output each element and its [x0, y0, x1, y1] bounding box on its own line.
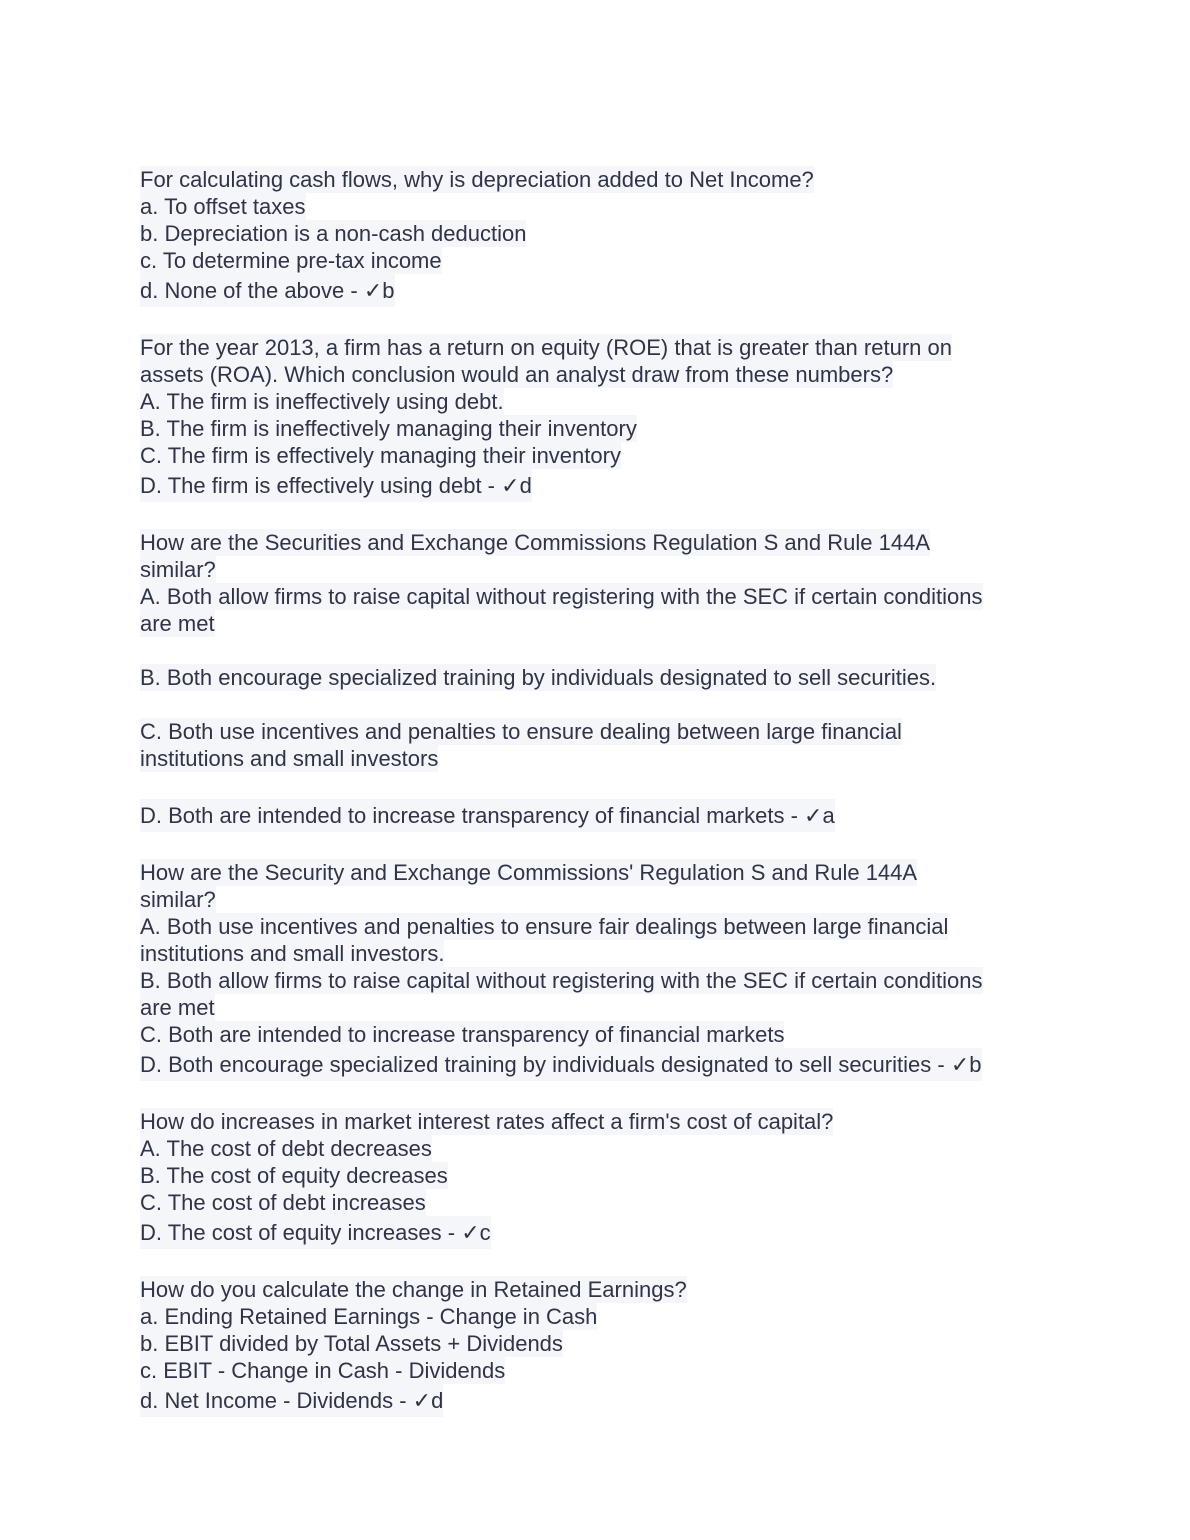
option-a-line-2: are met — [140, 611, 215, 636]
option-b: B. Both encourage specialized training by individuals designated to sell securities. — [140, 665, 937, 690]
option-d: D. Both encourage specialized training by individuals designated to sell securities - — [140, 1052, 945, 1077]
answer-letter: d — [519, 473, 532, 498]
option-d: D. The firm is effectively using debt - — [140, 473, 495, 498]
option-a-line-1: A. Both allow firms to raise capital without registering with the SEC if certain conditions — [140, 584, 983, 609]
option-d: d. Net Income - Dividends - — [140, 1388, 407, 1413]
option-b: b. Depreciation is a non-cash deduction — [140, 221, 527, 246]
question-text-line-2: assets (ROA). Which conclusion would an analyst draw from these numbers? — [140, 362, 894, 387]
option-c-line-1: C. Both use incentives and penalties to ensure dealing between large financial — [140, 719, 902, 744]
question-block-5 — [140, 1108, 1050, 1249]
answer-letter: b — [382, 278, 395, 303]
option-b: b. EBIT divided by Total Assets + Dividends — [140, 1331, 563, 1356]
spacer — [140, 772, 1050, 799]
check-mark-icon: ✓ — [461, 1221, 480, 1246]
option-c: C. Both are intended to increase transparency of financial markets — [140, 1022, 785, 1047]
answer-letter: a — [822, 803, 835, 828]
option-b: B. The cost of equity decreases — [140, 1163, 448, 1188]
answer-letter: c — [479, 1220, 491, 1245]
option-a-line-2: institutions and small investors. — [140, 941, 445, 966]
option-c: C. The cost of debt increases — [140, 1190, 426, 1215]
option-a: a. Ending Retained Earnings - Change in Cash — [140, 1304, 598, 1329]
spacer — [140, 637, 1050, 664]
answer-letter: b — [969, 1052, 982, 1077]
option-d-with-answer — [140, 1216, 491, 1249]
question-text: How do you calculate the change in Retained Earnings? — [140, 1277, 687, 1302]
check-mark-icon: ✓ — [804, 804, 823, 829]
question-text-line-1: How are the Securities and Exchange Commissions Regulation S and Rule 144A — [140, 530, 930, 555]
question-block-3 — [140, 529, 1050, 832]
option-d: d. None of the above - — [140, 278, 358, 303]
question-text-line-1: For the year 2013, a firm has a return on equity (ROE) that is greater than return on — [140, 335, 952, 360]
document-page — [140, 166, 1050, 1444]
answer-letter: d — [431, 1388, 444, 1413]
option-c: c. To determine pre-tax income — [140, 248, 442, 273]
option-d-with-answer — [140, 799, 835, 832]
option-d: D. The cost of equity increases - — [140, 1220, 456, 1245]
check-mark-icon: ✓ — [363, 279, 383, 304]
question-block-1 — [140, 166, 1050, 307]
option-d-with-answer — [140, 1048, 982, 1081]
option-d-with-answer — [140, 469, 532, 502]
question-text: For calculating cash flows, why is depreciation added to Net Income? — [140, 167, 814, 192]
check-mark-icon: ✓ — [501, 474, 520, 499]
option-d-with-answer — [140, 1384, 443, 1417]
option-c: C. The firm is effectively managing their inventory — [140, 443, 621, 468]
question-text-line-2: similar? — [140, 887, 216, 912]
question-text-line-2: similar? — [140, 557, 216, 582]
check-mark-icon: ✓ — [950, 1053, 970, 1078]
check-mark-icon: ✓ — [412, 1389, 432, 1414]
question-block-4 — [140, 859, 1050, 1081]
question-block-6 — [140, 1276, 1050, 1417]
option-a: A. The firm is ineffectively using debt. — [140, 389, 504, 414]
option-b: B. The firm is ineffectively managing their inventory — [140, 416, 637, 441]
spacer — [140, 691, 1050, 718]
question-text: How do increases in market interest rates affect a firm's cost of capital? — [140, 1109, 834, 1134]
option-b-line-2: are met — [140, 995, 215, 1020]
option-d-with-answer — [140, 274, 395, 307]
question-text-line-1: How are the Security and Exchange Commissions' Regulation S and Rule 144A — [140, 860, 918, 885]
option-c: c. EBIT - Change in Cash - Dividends — [140, 1358, 506, 1383]
option-b-line-1: B. Both allow firms to raise capital without registering with the SEC if certain conditions — [140, 968, 983, 993]
question-block-2 — [140, 334, 1050, 502]
option-a-line-1: A. Both use incentives and penalties to ensure fair dealings between large financial — [140, 914, 949, 939]
option-d: D. Both are intended to increase transparency of financial markets - — [140, 803, 798, 828]
option-c-line-2: institutions and small investors — [140, 746, 439, 771]
option-a: a. To offset taxes — [140, 194, 306, 219]
option-a: A. The cost of debt decreases — [140, 1136, 432, 1161]
